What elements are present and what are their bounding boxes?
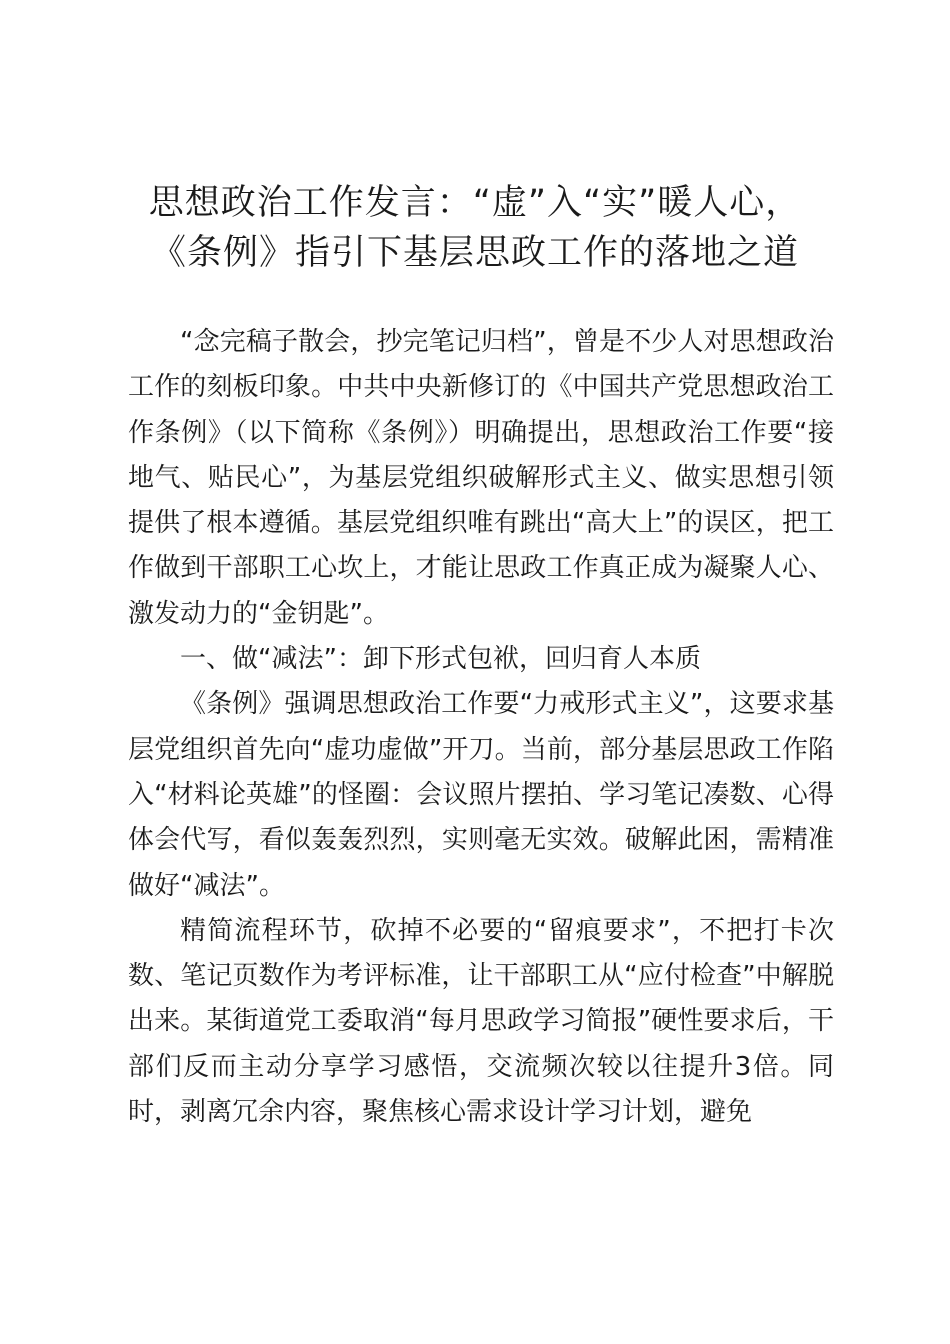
document-title-line-2: 《条例》指引下基层思政工作的落地之道: [150, 233, 799, 273]
paragraph-section-1-intro: 《条例》强调思想政治工作要“力戒形式主义”，这要求基层党组织首先向“虚功虚做”开刀。当前，部分基层思政工作陷入“材料论英雄”的怪圈：会议照片摆拍、学习笔记凑数、心得体会代写，看似轰轰烈烈，实则毫无实效。破解此困，需精准做好“减法”。: [128, 689, 834, 901]
section-heading-1: 一、做“减法”：卸下形式包袱，回归育人本质: [180, 644, 701, 675]
document-body: [128, 320, 834, 1135]
paragraph-intro: “念完稿子散会，抄完笔记归档”，曾是不少人对思想政治工作的刻板印象。中共中央新修订的《中国共产党思想政治工作条例》（以下简称《条例》）明确提出，思想政治工作要“接地气、贴民心”，为基层党组织破解形式主义、做实思想引领提供了根本遵循。基层党组织唯有跳出“高大上”的误区，把工作做到干部职工心坎上，才能让思政工作真正成为凝聚人心、激发动力的“金钥匙”。: [128, 327, 834, 629]
paragraph-section-1-detail: 精简流程环节，砍掉不必要的“留痕要求”，不把打卡次数、笔记页数作为考评标准，让干部职工从“应付检查”中解脱出来。某街道党工委取消“每月思政学习简报”硬性要求后，干部们反而主动分享学习感悟，交流频次较以往提升3倍。同时，剥离冗余内容，聚焦核心需求设计学习计划，避免: [128, 915, 834, 1128]
document-title-line-1: 思想政治工作发言：“虚”入“实”暖人心，: [148, 183, 802, 223]
